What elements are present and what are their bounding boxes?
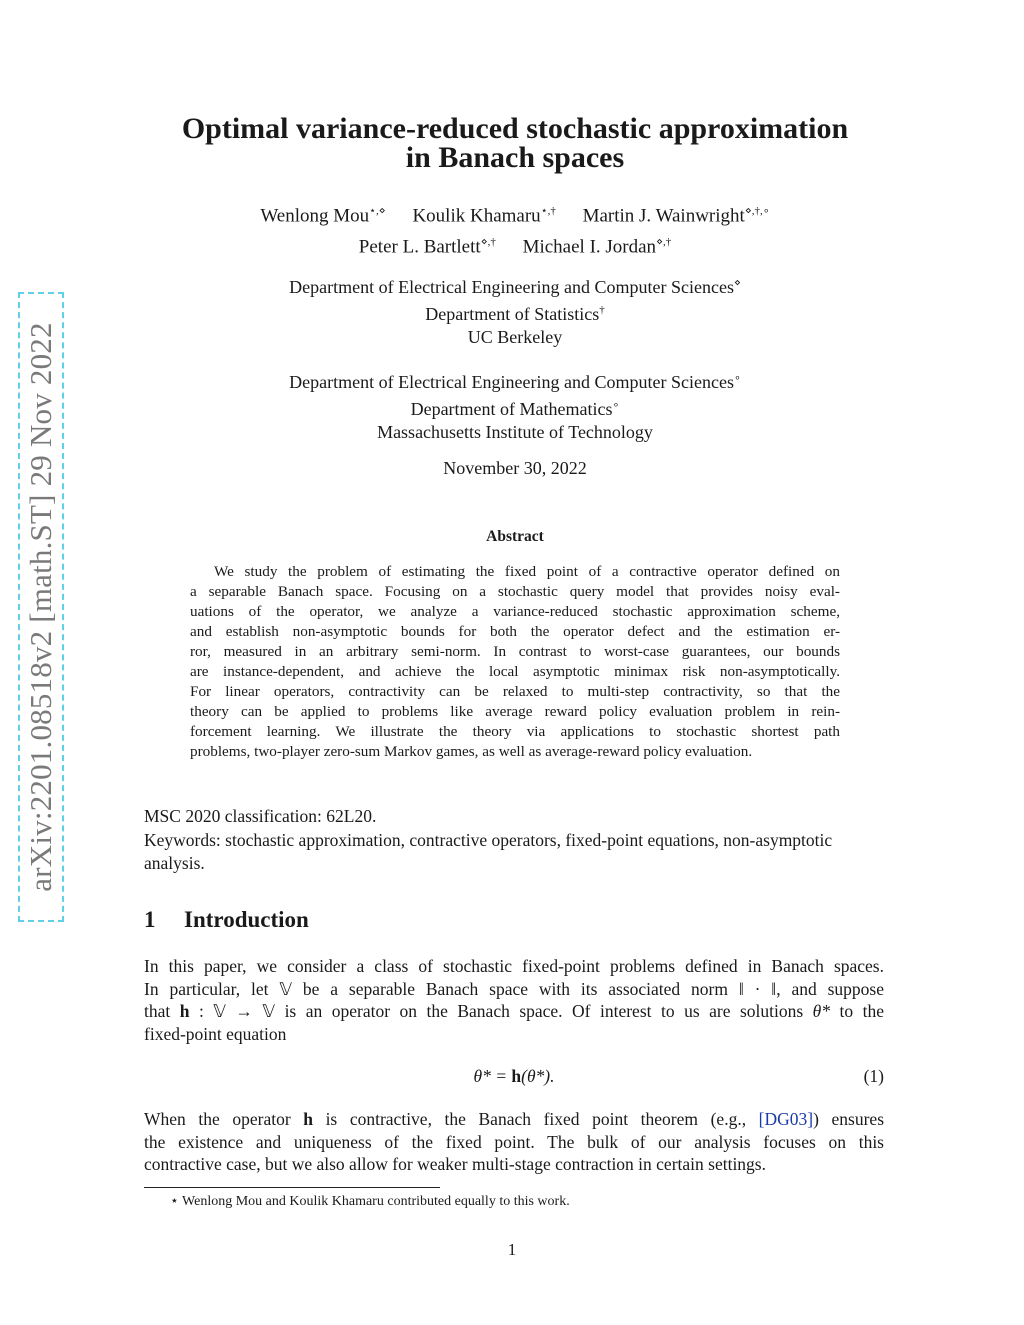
keywords [144,829,924,875]
abstract-heading: Abstract [486,528,544,545]
math-symbol: θ* [812,1001,831,1022]
author-wainwright: Martin J. Wainwright [582,205,745,227]
author-sup: ⋆,† [540,205,556,217]
math-symbol: (θ*). [521,1066,555,1086]
second-paragraph [144,1108,884,1176]
author-row-2 [120,229,910,260]
author-sup: ⋄,†,∘ [744,205,770,217]
author-bartlett: Peter L. Bartlett [358,236,481,258]
math-symbol: h [179,1001,190,1022]
affiliation-line: Department of Mathematics [410,399,613,419]
math-symbol: ‖ · ‖ [738,978,777,999]
abstract-line: a separable Banach space. Focusing on a stochastic query model that provides noisy eval- [190,583,840,600]
abstract-line: problems, two-player zero-sum Markov games, as well as average-reward policy evaluation. [190,743,753,760]
text: that [144,1001,180,1022]
affiliation-line: Massachusetts Institute of Technology [377,422,653,442]
text: When the operator [144,1109,304,1129]
math-symbol: h [511,1066,522,1086]
affiliation-sup: ∘ [612,399,620,411]
affiliation-sup: ∘ [733,372,741,384]
section-number: 1 [144,907,156,932]
equation-1 [144,1066,884,1090]
author-khamaru: Koulik Khamaru [412,205,541,227]
author-mou: Wenlong Mou [260,205,370,227]
paragraph-line: the existence and uniqueness of the fixed point. The bulk of our analysis focuses on this [144,1131,884,1152]
affiliation-sup: ⋄ [733,277,741,289]
text: ) ensures [813,1109,885,1129]
affiliation-line: Department of Electrical Engineering and Computer Sciences [289,372,734,392]
author-sup: ⋄,† [480,236,496,249]
affiliation-mit [120,367,910,444]
abstract-line: ror, measured in an arbitrary semi-norm. In contrast to worst-case guarantees, our bounds [190,643,840,660]
arxiv-stamp-text: arXiv:2201.08518v2 [math.ST] 29 Nov 2022 [23,322,58,892]
author-sup: ⋄,† [656,236,672,249]
arxiv-stamp [18,292,64,922]
abstract-line: uations of the operator, we analyze a variance-reduced stochastic approximation scheme, [190,603,840,620]
equation-body [144,1066,884,1087]
abstract-line: forcement learning. We illustrate the theory via applications to stochastic shortest path [190,723,840,740]
author-row-1 [120,198,910,229]
affiliation-line: UC Berkeley [467,327,563,347]
math-symbol: h [303,1109,313,1129]
text: In particular, let [144,978,280,999]
paper-title [120,114,910,172]
paragraph-line [144,978,884,1001]
affiliation-sup: † [599,304,605,316]
citation-link[interactable]: [DG03] [758,1109,814,1129]
footnote: ⋆ Wenlong Mou and Koulik Khamaru contributed equally to this work. [170,1194,570,1209]
author-sup: ⋆,⋄ [369,205,386,217]
paragraph-line: In this paper, we consider a class of stochastic fixed-point problems defined in Banach spaces. [144,956,884,976]
text: to the [830,1001,884,1022]
section-heading [144,907,309,933]
text: , and suppose [776,978,884,999]
affiliation-line: Department of Statistics [425,304,600,324]
equation-number: (1) [863,1066,884,1086]
abstract-line: and establish non-asymptotic bounds for both the operator defect and the estimation er- [190,623,840,640]
paper-date: November 30, 2022 [443,458,587,478]
math-symbol: 𝕍 [279,978,293,999]
paragraph-line: contractive case, but we also allow for weaker multi-stage contraction in certain settings. [144,1154,766,1175]
keywords-line: Keywords: stochastic approximation, contractive operators, fixed-point equations, non-asymptotic [144,830,833,850]
text: be a separable Banach space with its associated norm [292,978,739,999]
abstract-line: For linear operators, contractivity can be relaxed to multi-step contractivity, so that the [190,683,840,700]
paragraph-line [144,1000,884,1023]
intro-paragraph [144,955,884,1045]
affiliation-berkeley [120,272,910,349]
abstract-line: We study the problem of estimating the fixed point of a contractive operator defined on [214,563,840,580]
author-jordan: Michael I. Jordan [522,236,657,258]
abstract-line: theory can be applied to problems like average reward policy evaluation problem in rein- [190,703,840,720]
math-symbol: : 𝕍 → 𝕍 [189,1001,276,1022]
title-line-2: in Banach spaces [405,141,625,174]
author-list [120,198,910,261]
text: is contractive, the Banach fixed point theorem (e.g., [312,1109,759,1129]
text: is an operator on the Banach space. Of interest to us are solutions [275,1001,813,1022]
paragraph-line [144,1108,884,1131]
footnote-rule [144,1187,440,1188]
abstract-body [190,562,840,762]
title-line-1: Optimal variance-reduced stochastic approximation [181,112,849,145]
affiliation-line: Department of Electrical Engineering and Computer Sciences [289,277,734,297]
section-title: Introduction [184,907,309,932]
abstract-line: are instance-dependent, and achieve the local asymptotic minimax risk non-asymptotically. [190,663,840,680]
page-number: 1 [507,1240,517,1259]
math-symbol: θ* = [473,1066,512,1086]
msc-classification: MSC 2020 classification: 62L20. [144,806,377,826]
paragraph-line: fixed-point equation [144,1023,287,1044]
keywords-line: analysis. [144,853,205,873]
